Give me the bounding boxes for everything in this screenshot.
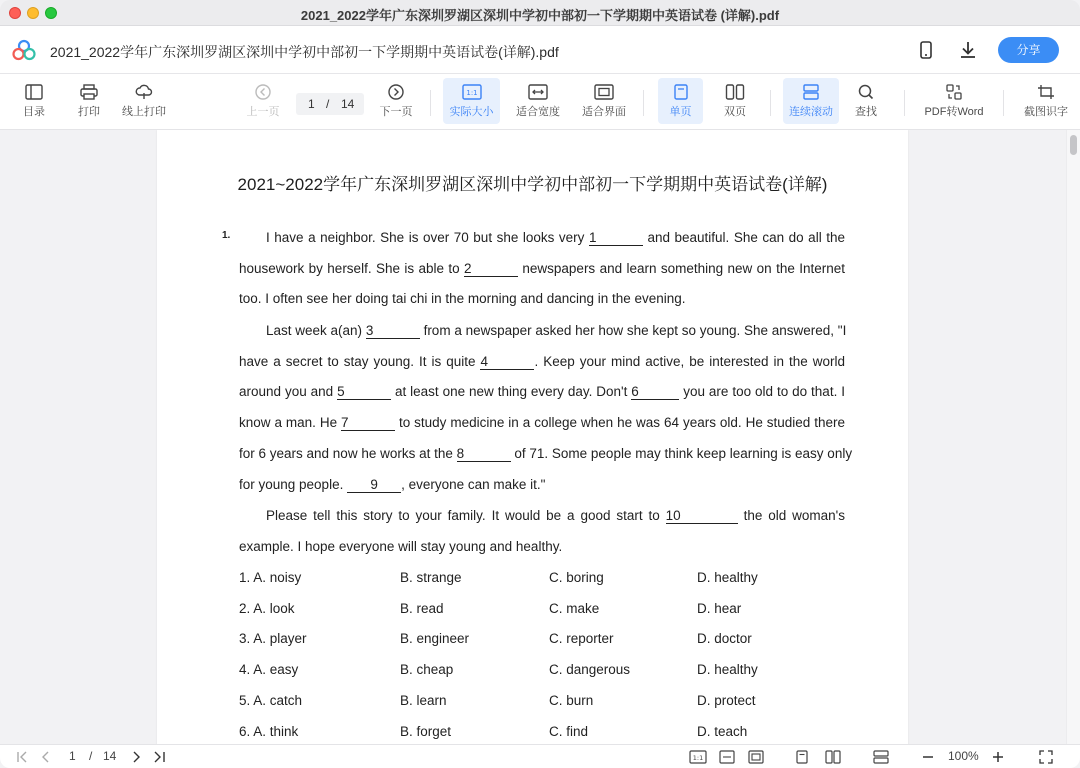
vertical-scrollbar[interactable] bbox=[1066, 130, 1080, 744]
online-print-label: 线上打印 bbox=[122, 106, 166, 118]
passage-line bbox=[239, 261, 845, 277]
answer-blank: 5 bbox=[337, 385, 391, 400]
passage-text: example. I hope everyone will stay young and healthy. bbox=[239, 539, 563, 554]
last-page-icon[interactable] bbox=[152, 751, 166, 763]
chevron-left-circle-icon bbox=[254, 84, 272, 100]
window-title: 2021_2022学年广东深圳罗湖区深圳中学初中部初一下学期期中英语试卷 (详解).pdf bbox=[300, 8, 780, 23]
answer-blank: 6 bbox=[631, 385, 679, 400]
bottom-current-page[interactable]: 1 bbox=[69, 749, 76, 763]
actual-size-button[interactable] bbox=[443, 78, 500, 124]
bottom-total-pages: 14 bbox=[103, 749, 117, 763]
phone-icon[interactable] bbox=[915, 39, 937, 61]
option-c: C. burn bbox=[549, 692, 594, 708]
option-d: D. teach bbox=[697, 723, 748, 739]
bottom-bar bbox=[0, 744, 1080, 768]
actual-size-label: 实际大小 bbox=[449, 106, 494, 118]
option-a: 2. A. look bbox=[239, 600, 295, 616]
toc-button[interactable] bbox=[14, 78, 54, 124]
option-c: C. boring bbox=[549, 570, 604, 585]
download-icon[interactable] bbox=[957, 39, 979, 61]
passage-text: know a man. He bbox=[239, 415, 342, 430]
pdf-to-word-button[interactable] bbox=[920, 78, 988, 124]
double-page-icon bbox=[725, 84, 745, 100]
option-c: C. reporter bbox=[549, 631, 614, 647]
option-d: D. doctor bbox=[697, 631, 752, 647]
answer-blank: 3 bbox=[366, 324, 420, 339]
fit-width-button[interactable] bbox=[512, 78, 564, 124]
toolbar-divider bbox=[1003, 90, 1004, 116]
app-logo-icon bbox=[12, 39, 36, 61]
zoom-in-icon[interactable] bbox=[992, 751, 1004, 763]
total-pages: 14 bbox=[341, 97, 355, 111]
passage-text: Please tell this story to your family. It would be a good start to bbox=[266, 508, 666, 523]
single-page-icon[interactable] bbox=[796, 750, 808, 764]
print-label: 打印 bbox=[78, 106, 100, 118]
answer-blank: 4 bbox=[480, 355, 534, 370]
passage-text: I have a neighbor. She is over 70 but she looks very bbox=[266, 230, 589, 245]
cloud-print-icon bbox=[135, 84, 153, 100]
single-page-button[interactable] bbox=[658, 78, 703, 124]
passage-text: . Keep your mind active, be interested in the world bbox=[534, 354, 845, 369]
passage-text: from a newspaper asked her how she kept so young. She answered, "I bbox=[419, 323, 847, 338]
fit-page-icon[interactable] bbox=[748, 750, 764, 764]
actual-size-icon[interactable] bbox=[689, 750, 707, 764]
toolbar-divider bbox=[770, 90, 771, 116]
passage-line bbox=[239, 354, 845, 370]
continuous-scroll-button[interactable] bbox=[783, 78, 839, 124]
actual-size-glyph: 1:1 bbox=[465, 89, 478, 97]
toc-label: 目录 bbox=[23, 106, 45, 118]
page-separator: / bbox=[326, 97, 330, 111]
question-number: 1. bbox=[222, 230, 231, 241]
prev-page-icon[interactable] bbox=[40, 751, 52, 763]
bottom-page-separator: / bbox=[89, 749, 93, 763]
fit-page-icon bbox=[594, 84, 614, 100]
find-label: 查找 bbox=[855, 106, 877, 118]
pdf-document-title: 2021~2022学年广东深圳罗湖区深圳中学初中部初一下学期期中英语试卷(详解) bbox=[237, 175, 828, 194]
option-b: B. cheap bbox=[400, 662, 454, 678]
toolbar-divider bbox=[643, 90, 644, 116]
continuous-scroll-icon bbox=[802, 84, 820, 100]
zoom-out-icon[interactable] bbox=[922, 751, 934, 763]
share-button[interactable]: 分享 bbox=[998, 37, 1059, 63]
print-button[interactable] bbox=[70, 78, 108, 124]
next-page-label: 下一页 bbox=[379, 106, 413, 118]
passage-text: for 6 years and now he works at the bbox=[239, 446, 457, 461]
answer-blank: 2 bbox=[464, 262, 518, 277]
toolbar bbox=[0, 74, 1080, 130]
toolbar-divider bbox=[904, 90, 905, 116]
passage-text: for young people. bbox=[239, 477, 348, 492]
option-b: B. engineer bbox=[400, 631, 470, 647]
pdf-page bbox=[157, 130, 908, 744]
option-c: C. find bbox=[549, 723, 589, 739]
continuous-scroll-label: 连续滚动 bbox=[789, 106, 833, 118]
double-page-label: 双页 bbox=[724, 106, 746, 118]
answer-blank: 7 bbox=[341, 416, 395, 431]
search-icon bbox=[857, 84, 875, 100]
option-d: D. healthy bbox=[697, 662, 758, 678]
passage-text: Last week a(an) bbox=[266, 323, 366, 338]
passage-text: around you and bbox=[239, 384, 338, 399]
first-page-icon[interactable] bbox=[16, 751, 30, 763]
find-button[interactable] bbox=[848, 78, 884, 124]
passage-line bbox=[266, 230, 845, 246]
option-a: 1. A. noisy bbox=[239, 570, 302, 585]
passage-text: newspapers and learn something new on the Internet bbox=[518, 261, 845, 276]
actual-size-icon bbox=[462, 84, 482, 100]
option-b: B. read bbox=[400, 600, 444, 616]
option-d: D. healthy bbox=[697, 570, 758, 585]
option-d: D. hear bbox=[697, 600, 742, 616]
document-viewport[interactable] bbox=[0, 130, 1080, 744]
scrollbar-thumb[interactable] bbox=[1070, 135, 1077, 155]
continuous-scroll-icon[interactable] bbox=[873, 750, 889, 764]
passage-line bbox=[239, 384, 845, 400]
prev-page-label: 上一页 bbox=[246, 106, 280, 118]
passage-text: too. I often see her doing tai chi in the morning and dancing in the evening. bbox=[239, 291, 686, 306]
passage-line bbox=[266, 323, 845, 339]
prev-page-button[interactable] bbox=[244, 78, 282, 124]
passage-text: at least one new thing every day. Don't bbox=[391, 384, 632, 399]
zoom-level[interactable]: 100% bbox=[948, 749, 979, 763]
fit-width-icon bbox=[528, 84, 548, 100]
next-page-button[interactable] bbox=[376, 78, 416, 124]
passage-line bbox=[266, 508, 845, 524]
option-b: B. strange bbox=[400, 570, 462, 585]
document-title: 2021_2022学年广东深圳罗湖区深圳中学初中部初一下学期期中英语试卷(详解).pdf bbox=[50, 44, 559, 60]
option-a: 5. A. catch bbox=[239, 692, 303, 708]
passage-text: and beautiful. She can do all the bbox=[642, 230, 845, 245]
option-b: B. learn bbox=[400, 692, 447, 708]
online-print-button[interactable] bbox=[118, 78, 170, 124]
ocr-label: 截图识字 bbox=[1024, 106, 1068, 118]
chevron-right-circle-icon bbox=[387, 84, 405, 100]
double-page-button[interactable] bbox=[714, 78, 756, 124]
title-bar bbox=[0, 0, 1080, 26]
passage-text: , everyone can make it." bbox=[401, 477, 546, 492]
fit-width-icon[interactable] bbox=[719, 750, 735, 764]
option-b: B. forget bbox=[400, 723, 452, 739]
option-a: 6. A. think bbox=[239, 723, 299, 739]
ocr-button[interactable] bbox=[1018, 78, 1074, 124]
passage-line bbox=[239, 446, 853, 462]
document-header bbox=[0, 26, 1080, 74]
passage-text: you are too old to do that. I bbox=[679, 384, 845, 399]
passage-line bbox=[239, 291, 845, 306]
toolbar-divider bbox=[430, 90, 431, 116]
fit-page-button[interactable] bbox=[578, 78, 630, 124]
bottom-actual-size-glyph: 1:1 bbox=[692, 754, 704, 762]
passage-text: have a secret to stay young. It is quite bbox=[239, 354, 481, 369]
option-c: C. dangerous bbox=[549, 662, 631, 678]
answer-blank: 9 bbox=[347, 478, 401, 493]
answer-blank: 8 bbox=[457, 447, 511, 462]
convert-icon bbox=[945, 84, 963, 100]
pdf-to-word-label: PDF转Word bbox=[924, 106, 984, 118]
passage-text: to study medicine in a college when he was 64 years old. He studied there bbox=[395, 415, 846, 430]
next-page-icon[interactable] bbox=[130, 751, 142, 763]
option-c: C. make bbox=[549, 600, 600, 616]
option-a: 4. A. easy bbox=[239, 662, 299, 678]
single-page-label: 单页 bbox=[669, 106, 692, 118]
page-number-input[interactable] bbox=[296, 93, 364, 115]
passage-text: housework by herself. She is able to bbox=[239, 261, 465, 276]
option-a: 3. A. player bbox=[239, 631, 307, 647]
double-page-icon[interactable] bbox=[825, 750, 841, 764]
fit-page-label: 适合界面 bbox=[582, 106, 626, 118]
answer-blank: 10 bbox=[666, 509, 738, 524]
option-d: D. protect bbox=[697, 692, 756, 708]
passage-line bbox=[239, 415, 845, 431]
fullscreen-icon[interactable] bbox=[1039, 750, 1053, 764]
crop-icon bbox=[1037, 84, 1055, 100]
single-page-icon bbox=[673, 84, 689, 100]
answer-blank: 1 bbox=[589, 231, 643, 246]
passage-text: of 71. Some people may think keep learning is easy only bbox=[510, 446, 853, 461]
current-page: 1 bbox=[308, 97, 315, 111]
passage-line bbox=[239, 477, 845, 493]
passage-line bbox=[239, 539, 845, 554]
printer-icon bbox=[80, 84, 98, 100]
fit-width-label: 适合宽度 bbox=[516, 106, 560, 118]
passage-text: the old woman's bbox=[737, 508, 845, 523]
toc-icon bbox=[25, 84, 43, 100]
